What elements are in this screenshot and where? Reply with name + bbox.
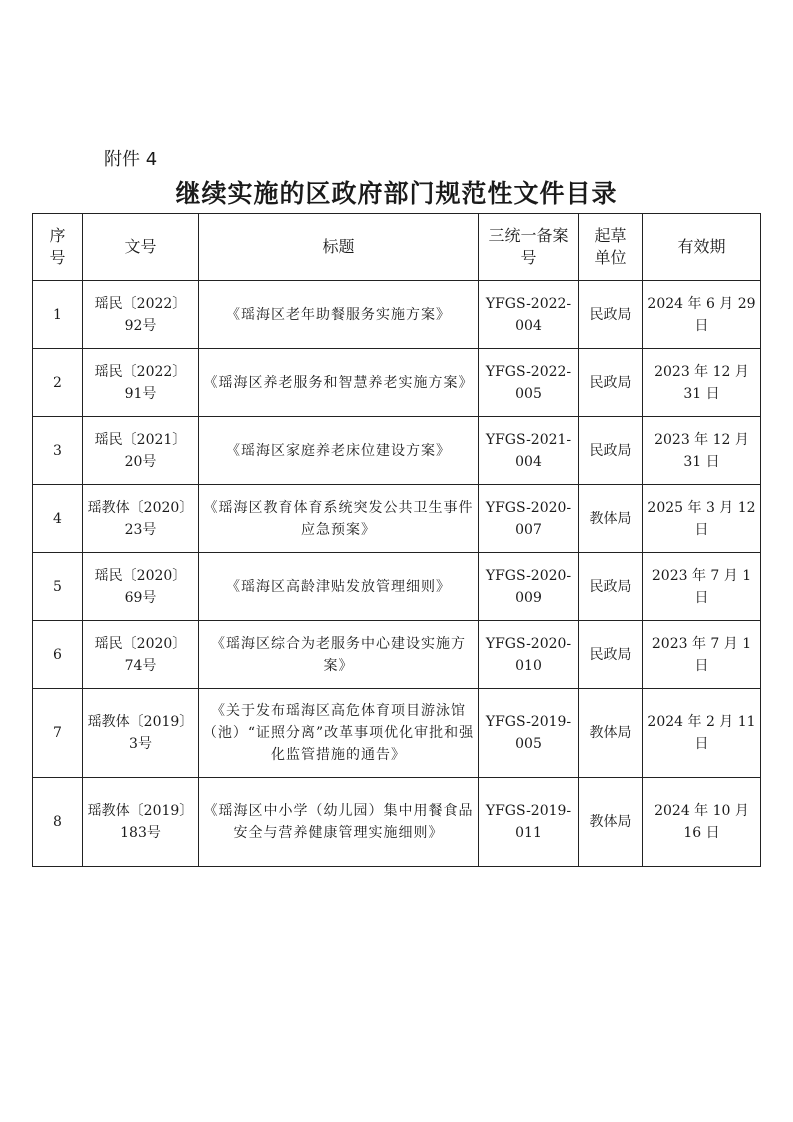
cell-seq: 6 (33, 621, 83, 689)
cell-doc-no: 瑶民〔2020〕74号 (83, 621, 199, 689)
header-doc-no: 文号 (83, 214, 199, 281)
cell-record-no: YFGS-2020-007 (479, 485, 579, 553)
cell-seq: 4 (33, 485, 83, 553)
cell-record-no: YFGS-2022-004 (479, 281, 579, 349)
cell-validity: 2023 年 12 月 31 日 (643, 349, 761, 417)
cell-title: 《瑶海区家庭养老床位建设方案》 (199, 417, 479, 485)
cell-drafter: 教体局 (579, 778, 643, 867)
cell-drafter: 民政局 (579, 349, 643, 417)
table-row (33, 621, 761, 689)
table-row (33, 778, 761, 867)
table-row (33, 553, 761, 621)
cell-drafter: 民政局 (579, 621, 643, 689)
table-row (33, 485, 761, 553)
cell-validity: 2023 年 7 月 1 日 (643, 621, 761, 689)
cell-doc-no: 瑶民〔2021〕20号 (83, 417, 199, 485)
cell-title: 《瑶海区高龄津贴发放管理细则》 (199, 553, 479, 621)
cell-drafter: 民政局 (579, 417, 643, 485)
cell-seq: 5 (33, 553, 83, 621)
header-seq: 序号 (33, 214, 83, 281)
cell-record-no: YFGS-2019-005 (479, 689, 579, 778)
table-header-row (33, 214, 761, 281)
cell-record-no: YFGS-2019-011 (479, 778, 579, 867)
cell-doc-no: 瑶民〔2022〕92号 (83, 281, 199, 349)
cell-record-no: YFGS-2021-004 (479, 417, 579, 485)
cell-doc-no: 瑶教体〔2020〕23号 (83, 485, 199, 553)
file-catalog-table (32, 213, 761, 867)
cell-validity: 2025 年 3 月 12 日 (643, 485, 761, 553)
header-title: 标题 (199, 214, 479, 281)
table-row (33, 689, 761, 778)
cell-seq: 7 (33, 689, 83, 778)
cell-drafter: 民政局 (579, 281, 643, 349)
cell-doc-no: 瑶民〔2022〕91号 (83, 349, 199, 417)
table-row (33, 281, 761, 349)
header-drafter: 起草单位 (579, 214, 643, 281)
cell-title: 《瑶海区养老服务和智慧养老实施方案》 (199, 349, 479, 417)
cell-doc-no: 瑶民〔2020〕69号 (83, 553, 199, 621)
table-row (33, 417, 761, 485)
cell-validity: 2024 年 6 月 29 日 (643, 281, 761, 349)
cell-drafter: 教体局 (579, 485, 643, 553)
cell-title: 《瑶海区老年助餐服务实施方案》 (199, 281, 479, 349)
table-row (33, 349, 761, 417)
cell-doc-no: 瑶教体〔2019〕183号 (83, 778, 199, 867)
header-validity: 有效期 (643, 214, 761, 281)
cell-title: 《瑶海区综合为老服务中心建设实施方案》 (199, 621, 479, 689)
cell-record-no: YFGS-2022-005 (479, 349, 579, 417)
cell-validity: 2024 年 10 月 16 日 (643, 778, 761, 867)
document-title: 继续实施的区政府部门规范性文件目录 (175, 179, 618, 208)
cell-title: 《瑶海区教育体育系统突发公共卫生事件应急预案》 (199, 485, 479, 553)
attachment-label: 附件 4 (104, 149, 158, 170)
cell-record-no: YFGS-2020-010 (479, 621, 579, 689)
cell-title: 《瑶海区中小学（幼儿园）集中用餐食品安全与营养健康管理实施细则》 (199, 778, 479, 867)
cell-drafter: 教体局 (579, 689, 643, 778)
cell-seq: 8 (33, 778, 83, 867)
cell-seq: 3 (33, 417, 83, 485)
cell-title: 《关于发布瑶海区高危体育项目游泳馆（池）“证照分离”改革事项优化审批和强化监管措施的通告》 (199, 689, 479, 778)
cell-seq: 1 (33, 281, 83, 349)
cell-record-no: YFGS-2020-009 (479, 553, 579, 621)
cell-validity: 2024 年 2 月 11 日 (643, 689, 761, 778)
cell-validity: 2023 年 7 月 1 日 (643, 553, 761, 621)
header-record-no: 三统一备案号 (479, 214, 579, 281)
cell-doc-no: 瑶教体〔2019〕3号 (83, 689, 199, 778)
cell-seq: 2 (33, 349, 83, 417)
cell-validity: 2023 年 12 月 31 日 (643, 417, 761, 485)
cell-drafter: 民政局 (579, 553, 643, 621)
